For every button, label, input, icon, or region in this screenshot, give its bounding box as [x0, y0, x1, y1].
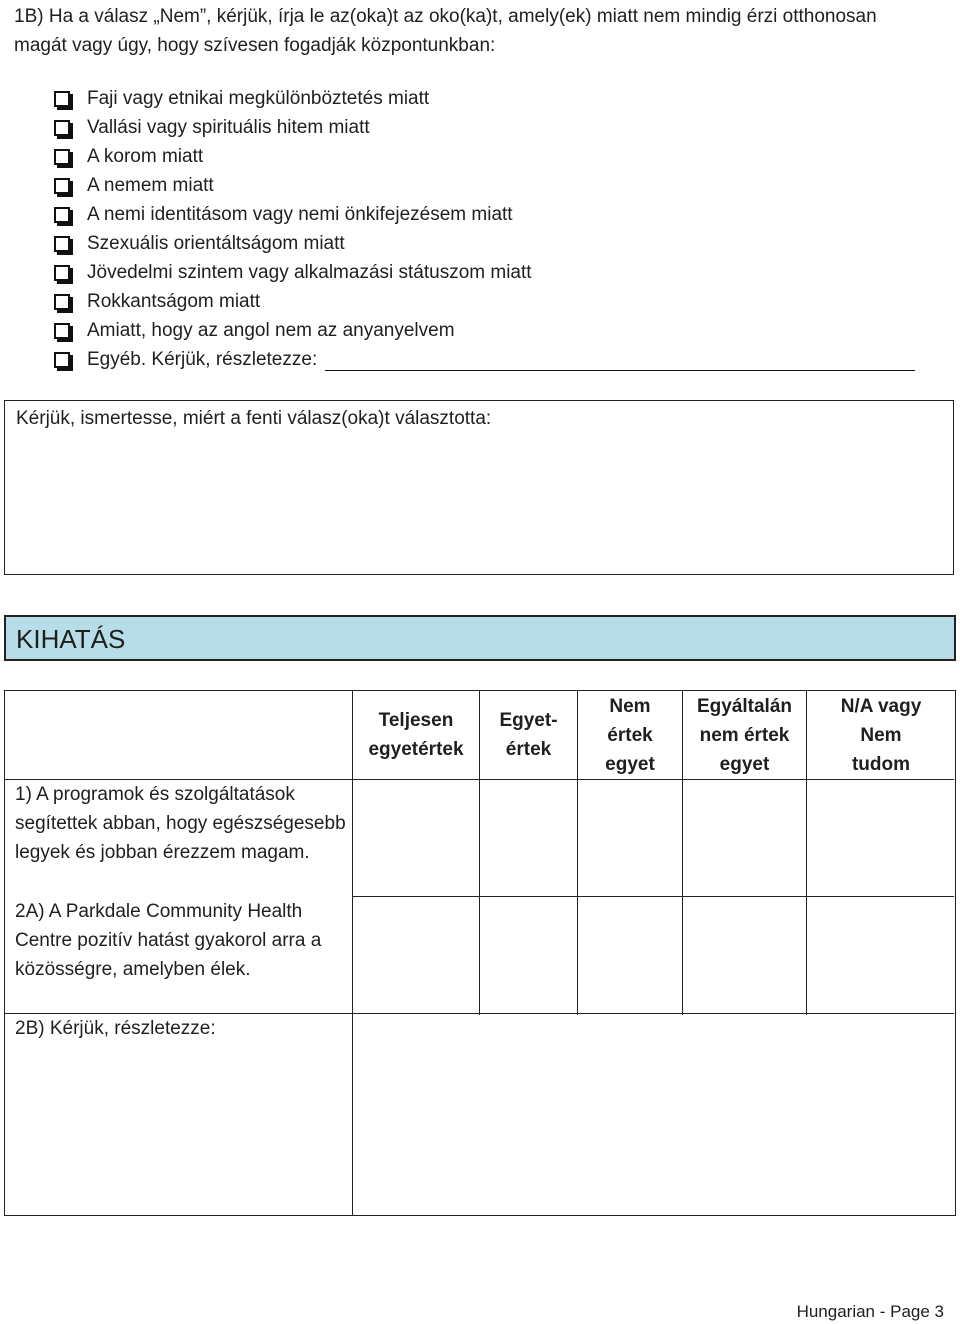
option-label: Vallási vagy spirituális hitem miatt	[87, 116, 370, 138]
page-footer: Hungarian - Page 3	[796, 1302, 944, 1321]
option-label: A korom miatt	[87, 145, 204, 167]
explain-prompt: Kérjük, ismertesse, miért a fenti válasz(oka)t választotta:	[16, 408, 492, 429]
row-divider	[352, 896, 954, 897]
column-header: Teljesen egyetértek	[368, 710, 464, 760]
option-label: Amiatt, hogy az angol nem az anyanyelvem	[87, 319, 455, 341]
option-racial[interactable]	[52, 84, 915, 113]
checkbox[interactable]	[54, 178, 70, 194]
option-label: Egyéb. Kérjük, részletezze:	[87, 348, 318, 370]
checkbox[interactable]	[54, 236, 70, 252]
question-2a: 2A) A Parkdale Community Health Centre pozitív hatást gyakorol arra a közösségre, amelyben élek.	[15, 901, 322, 980]
column-header: Egyet- értek	[499, 710, 558, 760]
option-gender-identity[interactable]	[52, 200, 915, 229]
checkbox[interactable]	[54, 149, 70, 165]
checkbox[interactable]	[54, 294, 70, 310]
option-label: Szexuális orientáltságom miatt	[87, 232, 345, 254]
question-1b-text: 1B) Ha a válasz „Nem”, kérjük, írja le az(oka)t az oko(ka)t, amely(ek) miatt nem mindig érzi otthonosan magát vagy úgy, hogy szívesen fogadják központunkban:	[14, 6, 877, 56]
option-age[interactable]	[52, 142, 915, 171]
checkbox[interactable]	[54, 91, 70, 107]
rating-table	[4, 690, 956, 1216]
question-2b: 2B) Kérjük, részletezze:	[15, 1018, 216, 1039]
checkbox[interactable]	[54, 120, 70, 136]
explain-answer-box[interactable]	[4, 400, 954, 575]
checkbox[interactable]	[54, 207, 70, 223]
checkbox[interactable]	[54, 323, 70, 339]
option-sex[interactable]	[52, 171, 915, 200]
option-language[interactable]	[52, 316, 915, 345]
option-sexual-orientation[interactable]	[52, 229, 915, 258]
other-details-line[interactable]	[325, 348, 915, 371]
option-other[interactable]	[52, 345, 915, 374]
option-income[interactable]	[52, 258, 915, 287]
column-header: Egyáltalán nem értek egyet	[696, 695, 793, 775]
section-header	[4, 615, 956, 661]
column-header: Nem értek egyet	[605, 695, 655, 775]
checkbox[interactable]	[54, 265, 70, 281]
option-label: Faji vagy etnikai megkülönböztetés miatt	[87, 87, 430, 109]
column-header: N/A vagy Nem tudom	[840, 695, 922, 775]
section-title: KIHATÁS	[16, 624, 126, 654]
option-religious[interactable]	[52, 113, 915, 142]
option-disability[interactable]	[52, 287, 915, 316]
option-label: Rokkantságom miatt	[87, 290, 261, 312]
question-1: 1) A programok és szolgáltatások segítettek abban, hogy egészségesebb legyek és jobban érezzem magam.	[15, 784, 346, 863]
reason-options	[52, 84, 915, 374]
option-label: Jövedelmi szintem vagy alkalmazási státuszom miatt	[87, 261, 532, 283]
checkbox[interactable]	[54, 352, 70, 368]
option-label: A nemem miatt	[87, 174, 214, 196]
option-label: A nemi identitásom vagy nemi önkifejezésem miatt	[87, 203, 513, 225]
